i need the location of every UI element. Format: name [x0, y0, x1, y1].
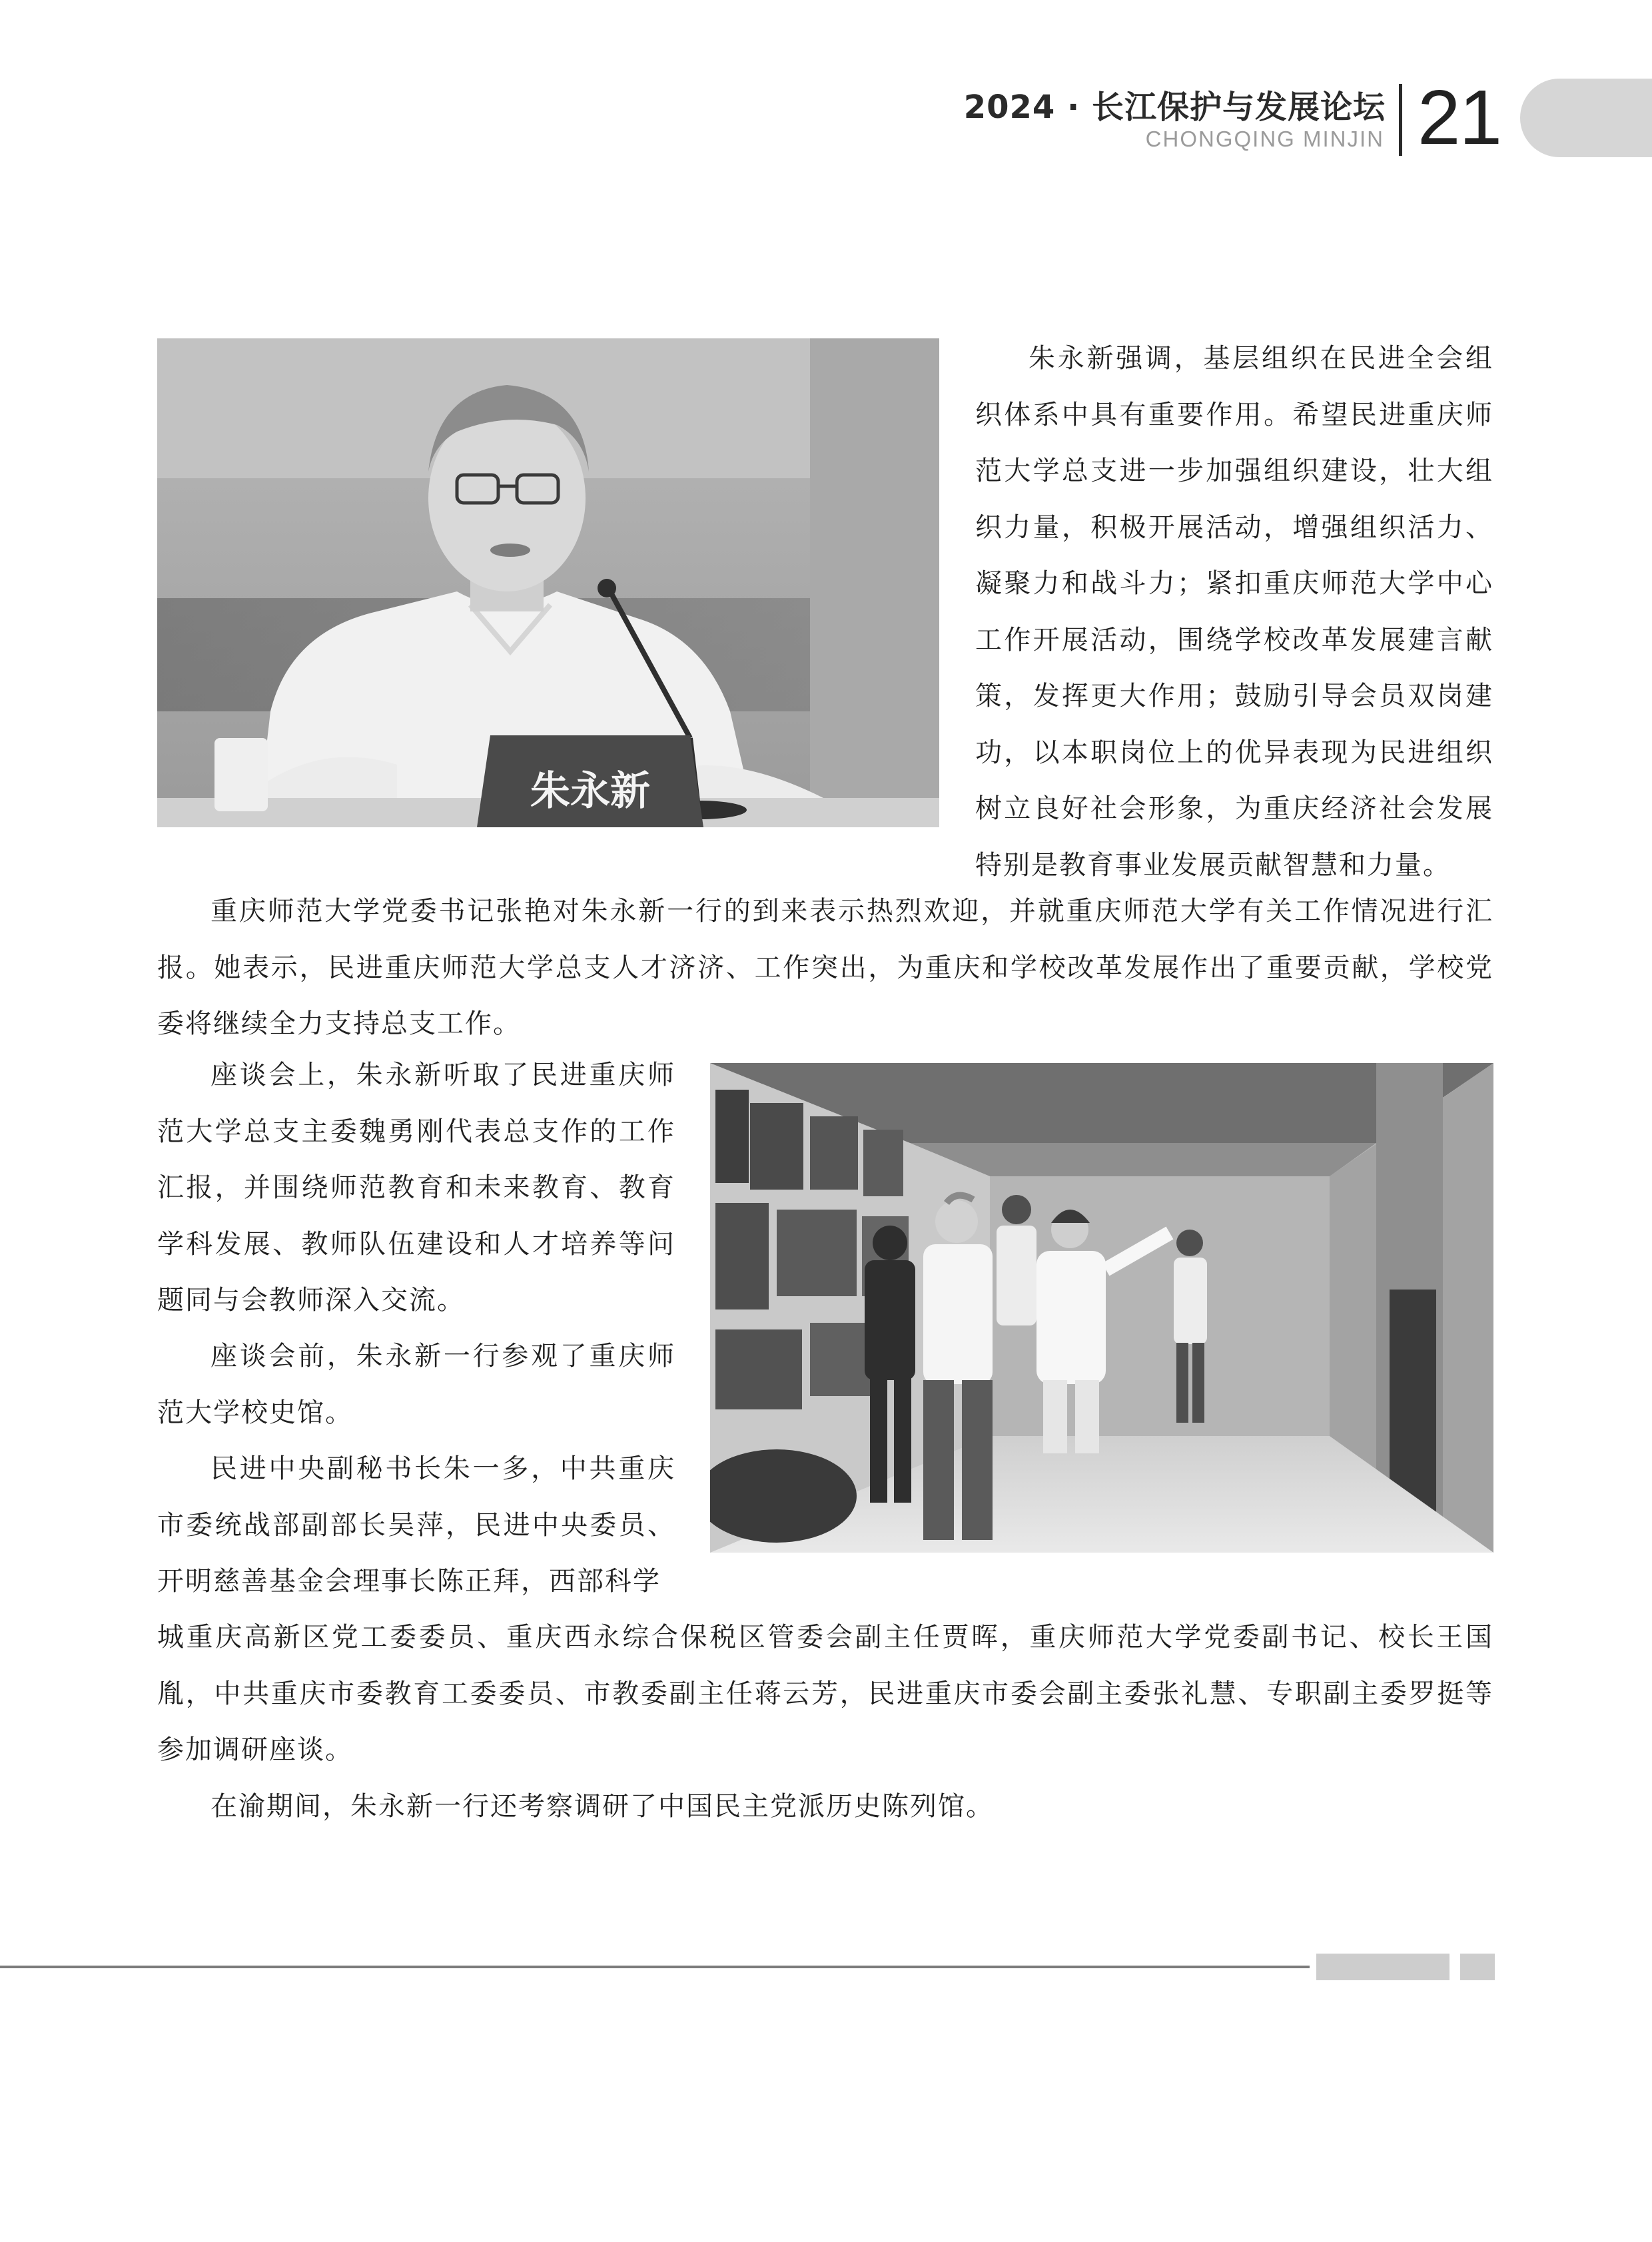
- museum-visit-illustration: [710, 1063, 1493, 1553]
- running-header-subtitle: CHONGQING MINJIN: [1145, 127, 1384, 151]
- running-header-title: 2024 · 长江保护与发展论坛: [963, 89, 1386, 126]
- paragraph-attendees-part2: 城重庆高新区党工委委员、重庆西永综合保税区管委会副主任贾晖，重庆师范大学党委副书记、校长王国胤，中共重庆市委教育工委委员、市教委副主任蒋云芳，民进重庆市委会副主委张礼慧、专职副主委罗挺等参加调研座谈。: [157, 1622, 1493, 1765]
- paragraph-during-chongqing: 在渝期间，朱永新一行还考察调研了中国民主党派历史陈列馆。: [210, 1791, 994, 1822]
- speaker-illustration: [157, 338, 939, 827]
- paragraph-history-museum: 座谈会前，朱永新一行参观了重庆师范大学校史馆。: [157, 1341, 675, 1428]
- museum-visit-photo: [710, 1063, 1493, 1553]
- paragraph-zhu-stresses: 朱永新强调，基层组织在民进全会组织体系中具有重要作用。希望民进重庆师范大学总支进一步加强组织建设，壮大组织力量，积极开展活动，增强组织活力、凝聚力和战斗力；紧扣重庆师范大学中心工作开展活动，围绕学校改革发展建言献策，发挥更大作用；鼓励引导会员双岗建功，以本职岗位上的优异表现为民进组织树立良好社会形象，为重庆经济社会发展特别是教育事业发展贡献智慧和力量。: [975, 343, 1493, 881]
- header-tab-decoration: [1520, 79, 1652, 157]
- paragraph-zhang-yan-welcome: 重庆师范大学党委书记张艳对朱永新一行的到来表示热烈欢迎，并就重庆师范大学有关工作情况进行汇报。她表示，民进重庆师范大学总支人才济济、工作突出，为重庆和学校改革发展作出了重要贡献，学校党委将继续全力支持总支工作。: [157, 896, 1493, 1039]
- footer-block-decoration: [1460, 1954, 1495, 1980]
- paragraph-attendees-part1: 民进中央副秘书长朱一多，中共重庆市委统战部副部长吴萍，民进中央委员、开明慈善基金会理事长陈正拜，西部科学: [157, 1453, 675, 1597]
- paragraph-symposium: 座谈会上，朱永新听取了民进重庆师范大学总支主委魏勇刚代表总支作的工作汇报，并围绕师范教育和未来教育、教育学科发展、教师队伍建设和人才培养等问题同与会教师深入交流。: [157, 1060, 675, 1315]
- footer-bar-decoration: [1316, 1954, 1449, 1980]
- header-divider: [1399, 84, 1402, 156]
- speaker-photo: [157, 338, 939, 827]
- nameplate-text: 朱永新: [530, 768, 650, 815]
- page-number: 21: [1418, 74, 1501, 161]
- footer-rule: [0, 1966, 1310, 1968]
